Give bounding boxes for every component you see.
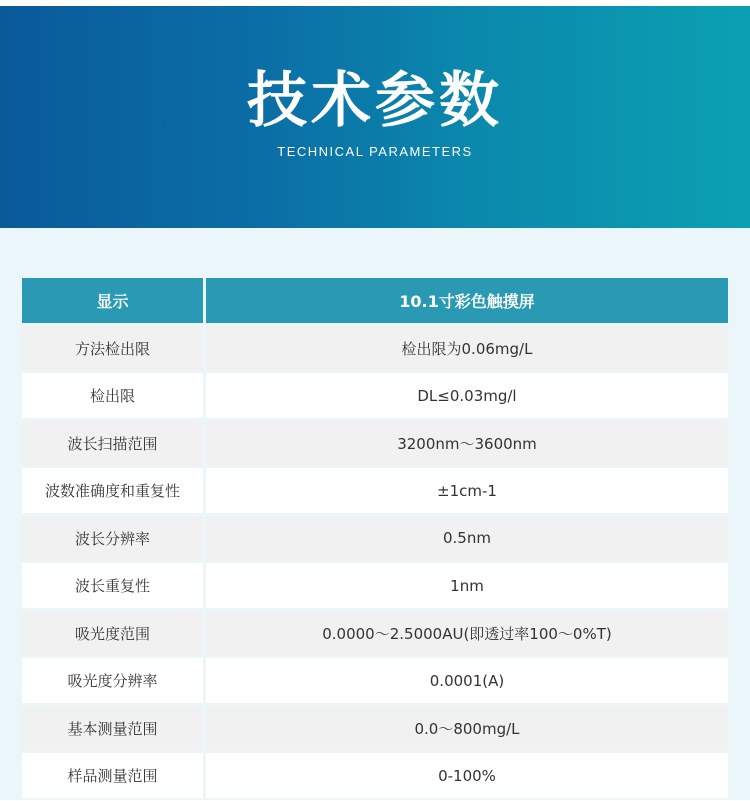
parameter-label: 检出限 bbox=[22, 373, 203, 418]
parameter-label: 吸光度范围 bbox=[22, 611, 203, 656]
parameters-table bbox=[22, 278, 728, 801]
parameter-value: 0.0001(A) bbox=[206, 658, 728, 703]
parameter-value: 0.0000～2.5000AU(即透过率100～0%T) bbox=[206, 611, 728, 656]
parameter-value: ±1cm-1 bbox=[206, 468, 728, 513]
table-row bbox=[22, 611, 728, 656]
parameter-label: 基本测量范围 bbox=[22, 706, 203, 751]
parameter-label: 波长扫描范围 bbox=[22, 421, 203, 466]
table-row bbox=[22, 326, 728, 371]
parameter-label: 波长分辨率 bbox=[22, 516, 203, 561]
parameter-label: 波长重复性 bbox=[22, 563, 203, 608]
parameter-value: 检出限为0.06mg/L bbox=[206, 326, 728, 371]
table-row bbox=[22, 421, 728, 466]
parameter-label: 波数准确度和重复性 bbox=[22, 468, 203, 513]
table-row bbox=[22, 516, 728, 561]
page-title: 技术参数 bbox=[247, 66, 503, 136]
header-banner bbox=[0, 0, 750, 228]
parameter-value: 0.0～800mg/L bbox=[206, 706, 728, 751]
header-label-cell: 显示 bbox=[22, 278, 203, 323]
parameter-value: DL≤0.03mg/l bbox=[206, 373, 728, 418]
parameter-value: 0-100% bbox=[206, 753, 728, 798]
parameter-label: 吸光度分辨率 bbox=[22, 658, 203, 703]
table-row bbox=[22, 658, 728, 703]
parameter-value: 1nm bbox=[206, 563, 728, 608]
content-area bbox=[0, 228, 750, 800]
table-row bbox=[22, 753, 728, 798]
parameter-value: 3200nm～3600nm bbox=[206, 421, 728, 466]
page-subtitle: TECHNICAL PARAMETERS bbox=[277, 144, 473, 159]
parameter-label: 方法检出限 bbox=[22, 326, 203, 371]
table-row bbox=[22, 706, 728, 751]
table-header-row bbox=[22, 278, 728, 323]
header-value-cell: 10.1寸彩色触摸屏 bbox=[206, 278, 728, 323]
table-row bbox=[22, 563, 728, 608]
parameter-value: 0.5nm bbox=[206, 516, 728, 561]
table-row bbox=[22, 373, 728, 418]
table-row bbox=[22, 468, 728, 513]
parameter-label: 样品测量范围 bbox=[22, 753, 203, 798]
